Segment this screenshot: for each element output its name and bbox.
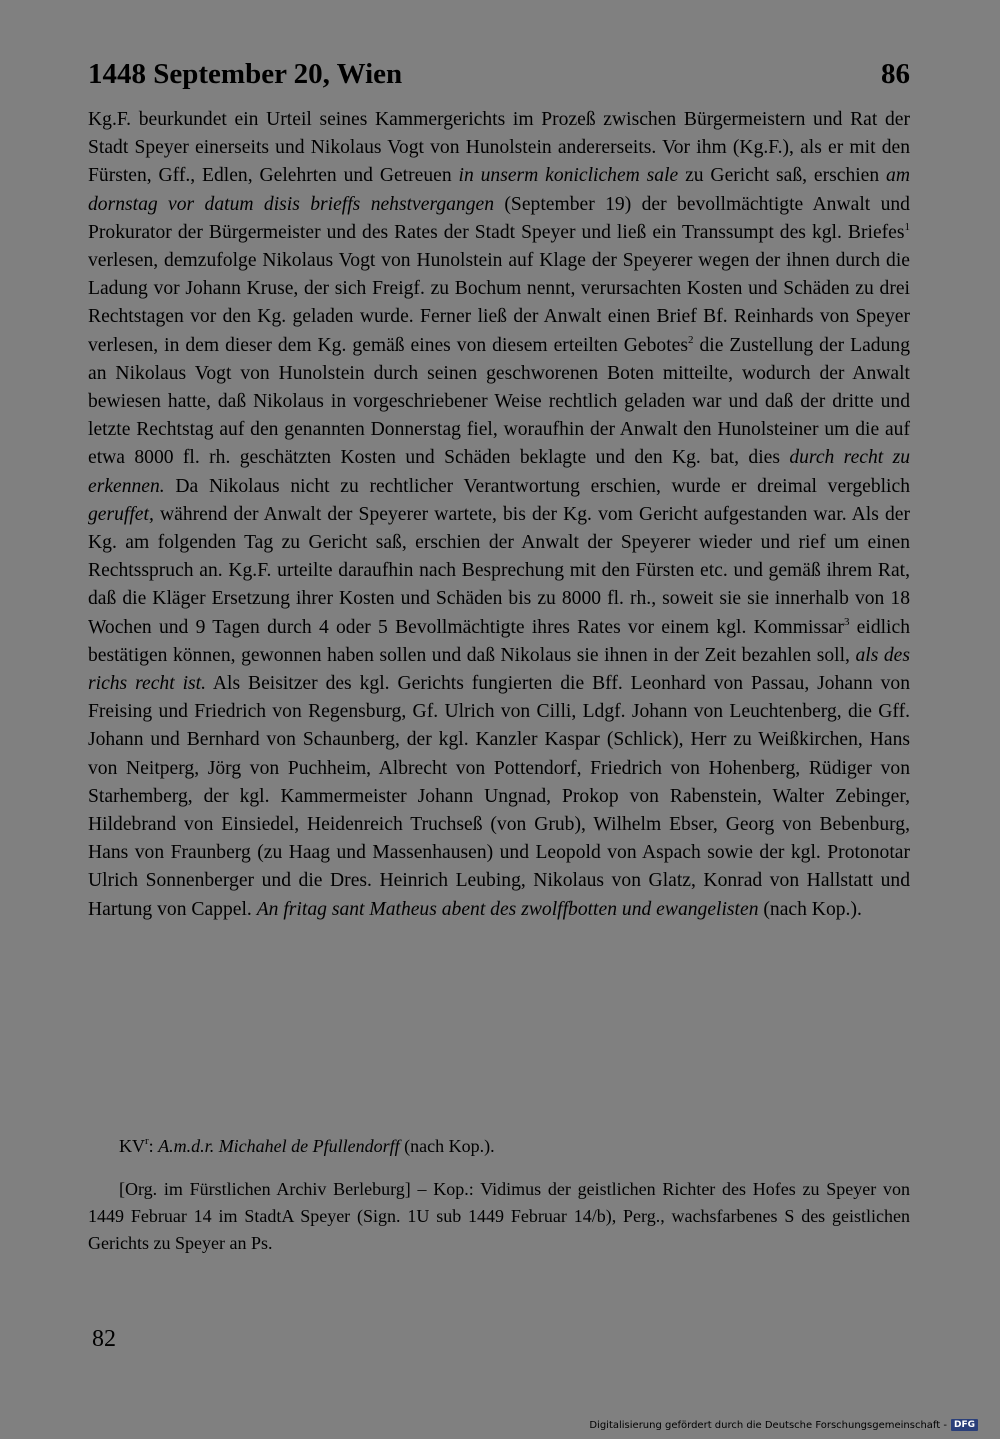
text-segment: verlesen, demzufolge Nikolaus Vogt von Hunolstein auf Klage der Speyerer wegen der ihnen durch die Ladung vor Johann Kruse, der sich Freigf. zu Bochum nennt, verursachten Kosten und Schäden zu drei Rechtstagen vor den Kg. geladen wurde. Ferner ließ der Anwalt einen Brief Bf. Reinhards von Speyer verlesen, in dem dieser dem Kg. gemäß eines von diesem erteilten Gebotes [88, 250, 910, 356]
chancery-note [119, 1133, 910, 1159]
quoted-source-text: am dornstag vor datum disis brieffs nehstvergangen [88, 165, 910, 215]
archive-note: [Org. im Fürstlichen Archiv Berleburg] – Kop.: Vidimus der geistlichen Richter des Hofes zu Speyer von 1449 Februar 14 im StadtA Speyer (Sign. 1U sub 1449 Februar 14/b), Perg., wachsfarbenes S des geistlichen Gerichts zu Speyer an Ps. [88, 1179, 910, 1253]
chancery-note-colon: : [148, 1136, 159, 1156]
quoted-source-text: durch recht zu erkennen. [88, 447, 910, 497]
text-segment: eidlich bestätigen können, gewonnen haben sollen und daß Nikolaus sie ihnen in der Zeit bezahlen soll, [88, 616, 910, 666]
entry-header [88, 58, 910, 91]
quoted-source-text: geruffet, [88, 503, 154, 525]
funding-text: Digitalisierung gefördert durch die Deutsche Forschungsgemeinschaft - [589, 1419, 947, 1431]
text-segment: zu Gericht saß, erschien [678, 165, 887, 187]
footnote-ref-3: 3 [843, 615, 850, 628]
quoted-source-text: An fritag sant Matheus abent des zwolffbotten und ewangelisten [256, 898, 759, 920]
footnote-ref-1: 1 [904, 220, 910, 233]
page-number: 82 [92, 1326, 116, 1352]
footnote-ref-2: 2 [687, 333, 694, 346]
entry-title: 1448 September 20, Wien [88, 58, 403, 90]
text-segment: Kg.F. beurkundet ein Urteil seines Kammergerichts im Prozeß zwischen Bürgermeistern und Rat der Stadt Speyer einerseits und Nikolaus Vogt von Hunolstein andererseits. Vor ihm (Kg.F.), als er mit den Fürsten, Gff., Edlen, Gelehrten und Getreuen [88, 109, 910, 187]
chancery-note-label: KV [119, 1136, 145, 1156]
chancery-note-tail: (nach Kop.). [399, 1136, 495, 1156]
quoted-source-text: als des richs recht ist. [88, 644, 910, 695]
text-segment: Als Beisitzer des kgl. Gerichts fungierten die Bff. Leonhard von Passau, Johann von Freising und Friedrich von Regensburg, Gf. Ulrich von Cilli, Ldgf. Johann von Leuchtenberg, die Gff. Johann und Bernhard von Schaunberg, der kgl. Kanzler Kaspar (Schlick), Herr zu Weißkirchen, Hans von Neitperg, Jörg von Puchheim, Albrecht von Pottendorf, Friedrich von Hohenberg, Rüdiger von Starhemberg, der kgl. Kammermeister Johann Ungnad, Prokop von Rabenstein, Walter Zebinger, Hildebrand von Einsiedel, Heidenreich Truchseß (von Grub), Wilhelm Ebser, Georg von Bebenburg, Hans von Fraunberg (zu Haag und Massenhausen) und Leopold von Aspach sowie der kgl. Protonotar Ulrich Sonnenberger und die Dres. Heinrich Leubing, Nikolaus von Glatz, Konrad von Hallstatt und Hartung von Cappel. [88, 673, 911, 920]
dfg-logo: DFG [951, 1419, 978, 1431]
chancery-note-text: A.m.d.r. Michahel de Pfullendorff [158, 1136, 400, 1156]
text-segment: die Zustellung der Ladung an Nikolaus Vogt von Hunolstein durch seinen geschworenen Boten mitteilte, wodurch der Anwalt bewiesen hatte, daß Nikolaus in vorgeschriebener Weise rechtlich geladen war und daß der dritte und letzte Rechtstag auf den genannten Donnerstag fiel, woraufhin der Anwalt den Hunolsteiner um die auf etwa 8000 fl. rh. geschätzten Kosten und Schäden beklagte und den Kg. bat, dies [88, 334, 910, 469]
text-segment: (nach Kop.). [758, 898, 862, 920]
text-segment: während der Anwalt der Speyerer wartete, bis der Kg. vom Gericht aufgestanden war. Als der Kg. am folgenden Tag zu Gericht saß, erschien der Anwalt der Speyerer wieder und rief um einen Rechtsspruch an. Kg.F. urteilte daraufhin nach Besprechung mit den Fürsten etc. und gemäß ihrem Rat, daß die Kläger Ersetzung ihrer Kosten und Schäden bis zu 8000 fl. rh., soweit sie sie innerhalb von 18 Wochen und 9 Tagen durch 4 oder 5 Bevollmächtigte ihres Rates vor einem kgl. Kommissar [88, 503, 910, 638]
regest-body [88, 106, 910, 924]
entry-number: 86 [881, 58, 910, 90]
quoted-source-text: in unserm koniclichem sale [458, 165, 679, 187]
text-segment: Da Nikolaus nicht zu rechtlicher Verantwortung erschien, wurde er dreimal vergeblich [164, 475, 910, 497]
funding-footer [589, 1419, 978, 1431]
chancery-note-label-sup: r [145, 1135, 149, 1147]
text-segment: (September 19) der bevollmächtigte Anwalt und Prokurator der Bürgermeister und des Rates der Stadt Speyer und ließ ein Transsumpt des kgl. Briefes [88, 193, 910, 243]
